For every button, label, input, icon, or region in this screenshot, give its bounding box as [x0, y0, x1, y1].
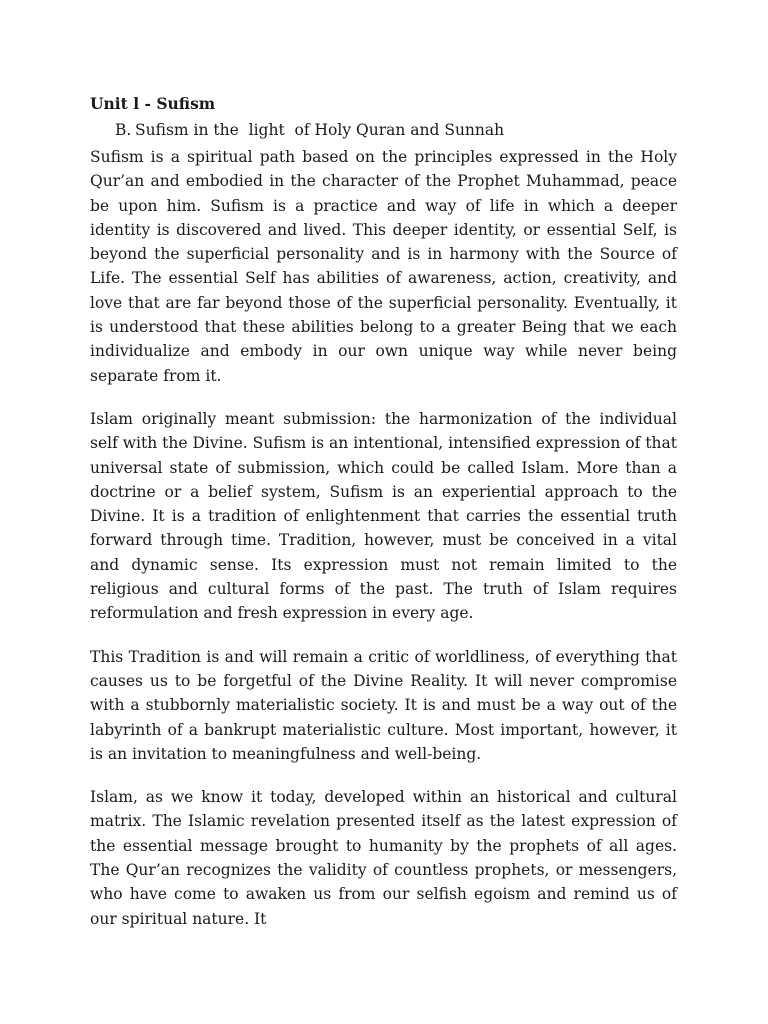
paragraph-4: Islam, as we know it today, developed within an historical and cultural matrix. The Islamic revelation presented itself as the latest expression of the essential message brought to humanity by the prophets of all ages. The Qur’an recognizes the validity of countless prophets, or messengers, who have come to awaken us from our selfish egoism and remind us of our spiritual nature. It — [90, 788, 677, 928]
section-subheading — [90, 119, 677, 141]
subheading-marker: B. — [115, 121, 132, 139]
document-page — [90, 93, 677, 950]
subheading-text: Sufism in the light of Holy Quran and Sunnah — [135, 121, 505, 139]
paragraph-1: Sufism is a spiritual path based on the principles expressed in the Holy Qur’an and embodied in the character of the Prophet Muhammad, peace be upon him. Sufism is a practice and way of life in which a deeper identity is discovered and lived. This deeper identity, or essential Self, is beyond the superficial personality and is in harmony with the Source of Life. The essential Self has abilities of awareness, action, creativity, and love that are far beyond those of the superficial personality. Eventually, it is understood that these abilities belong to a greater Being that we each individualize and embody in our own unique way while never being separate from it. — [90, 148, 677, 385]
document-title: Unit l - Sufism — [90, 94, 216, 113]
paragraph-3: This Tradition is and will remain a critic of worldliness, of everything that causes us to be forgetful of the Divine Reality. It will never compromise with a stubbornly materialistic society. It is and must be a way out of the labyrinth of a bankrupt materialistic culture. Most important, however, it is an invitation to meaningfulness and well-being. — [90, 647, 677, 763]
paragraph-2: Islam originally meant submission: the harmonization of the individual self with the Divine. Sufism is an intentional, intensified expression of that universal state of submission, which could be called Islam. More than a doctrine or a belief system, Sufism is an experiential approach to the Divine. It is a tradition of enlightenment that carries the essential truth forward through time. Tradition, however, must be conceived in a vital and dynamic sense. Its expression must not remain limited to the religious and cultural forms of the past. The truth of Islam requires reformulation and fresh expression in every age. — [90, 409, 677, 623]
